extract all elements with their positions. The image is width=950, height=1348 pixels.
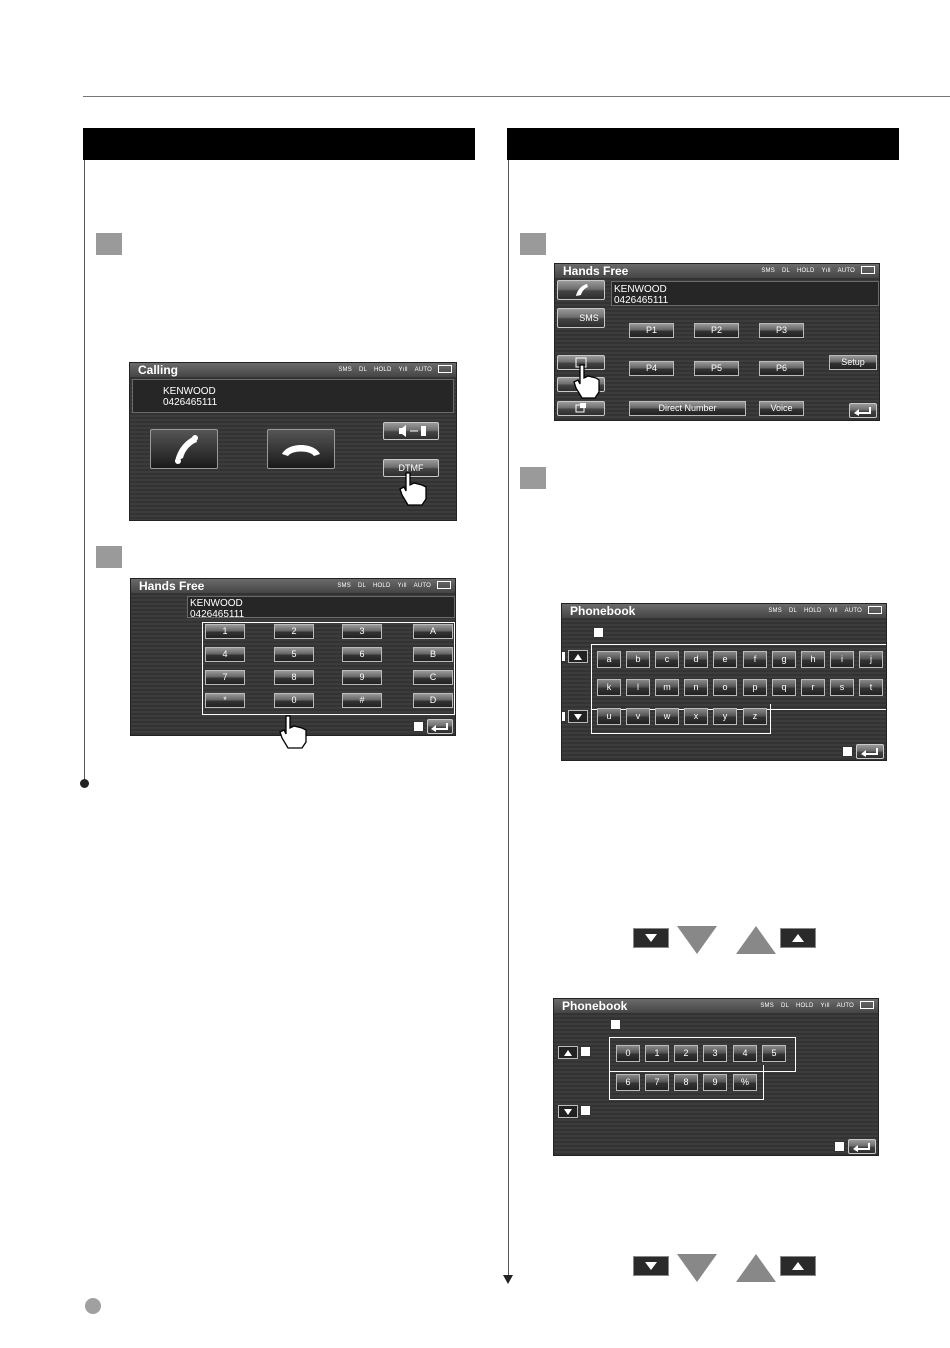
screen-title: Calling: [138, 363, 179, 377]
battery-icon: [860, 1001, 874, 1009]
down-direction-icon: [677, 1254, 717, 1282]
up-arrow-icon: [781, 1257, 815, 1275]
letter-key[interactable]: u: [597, 708, 621, 725]
caller-number: 0426465111: [190, 609, 245, 620]
page-marker: [85, 1298, 101, 1314]
status-hold: HOLD: [796, 1003, 814, 1009]
scroll-down-button[interactable]: [568, 710, 588, 723]
dtmf-key[interactable]: 9: [342, 670, 382, 685]
letter-key[interactable]: d: [684, 651, 708, 668]
pointing-hand-icon: [396, 471, 432, 507]
number-key[interactable]: 7: [645, 1074, 669, 1091]
title-bar: [131, 579, 455, 593]
status-hold: HOLD: [373, 583, 391, 589]
battery-icon: [861, 266, 875, 274]
status-auto: AUTO: [836, 1003, 854, 1009]
step-marker-1: [96, 233, 122, 255]
number-key[interactable]: 6: [616, 1074, 640, 1091]
callout-marker: [580, 1105, 591, 1116]
dtmf-key[interactable]: C: [413, 670, 453, 685]
callout-marker: [593, 627, 604, 638]
phonebook-alpha-screen: [561, 603, 887, 761]
caller-name: KENWOOD: [163, 386, 216, 397]
signal-icon: Yıll: [820, 1003, 830, 1009]
status-bar: [761, 606, 882, 616]
status-bar: [754, 266, 875, 276]
number-key[interactable]: 8: [674, 1074, 698, 1091]
letter-key[interactable]: j: [859, 651, 883, 668]
status-auto: AUTO: [837, 268, 855, 274]
continue-arrow-icon: [503, 1275, 513, 1284]
callout-marker: [842, 746, 853, 757]
dtmf-button[interactable]: DTMF: [383, 459, 439, 477]
return-button[interactable]: [849, 403, 877, 418]
step-marker-2: [96, 546, 122, 568]
scroll-up-button: [780, 1256, 816, 1276]
dtmf-key[interactable]: A: [413, 624, 453, 639]
return-button[interactable]: [427, 719, 453, 734]
phonebook-num-screen: [553, 998, 879, 1156]
scroll-up-button[interactable]: [568, 650, 588, 663]
guide-line-right: [508, 160, 509, 1275]
scroll-up-button[interactable]: [558, 1046, 578, 1059]
dtmf-key[interactable]: 6: [342, 647, 382, 662]
phone-icon: [558, 281, 604, 299]
status-sms: SMS: [760, 1003, 774, 1009]
return-icon: [428, 720, 452, 733]
letter-key[interactable]: f: [743, 651, 767, 668]
status-sms: SMS: [768, 608, 782, 614]
return-button[interactable]: [848, 1139, 876, 1154]
preset-button[interactable]: P1: [629, 323, 674, 338]
letter-key[interactable]: q: [772, 679, 796, 696]
caller-info: [187, 596, 455, 618]
number-key[interactable]: 0: [616, 1045, 640, 1062]
caller-name: KENWOOD: [614, 284, 667, 295]
callout-marker: [561, 711, 566, 722]
pointing-hand-icon: [571, 363, 603, 401]
number-key[interactable]: 3: [703, 1045, 727, 1062]
step-marker-1: [520, 233, 546, 255]
scroll-down-button[interactable]: [558, 1105, 578, 1118]
signal-icon: Yıll: [397, 583, 407, 589]
battery-icon: [437, 581, 451, 589]
callout-marker: [610, 1019, 621, 1030]
dtmf-key[interactable]: B: [413, 647, 453, 662]
list-icon: [558, 402, 604, 415]
caller-info: [132, 379, 454, 413]
scroll-down-button: [633, 1256, 669, 1276]
scroll-down-button: [633, 928, 669, 948]
dtmf-key[interactable]: *: [205, 693, 245, 708]
down-direction-icon: [677, 926, 717, 954]
voice-button[interactable]: Voice: [759, 401, 804, 416]
screen-title: Hands Free: [563, 264, 629, 278]
status-bar: [331, 365, 452, 375]
number-key[interactable]: 4: [733, 1045, 757, 1062]
status-dl: DL: [357, 583, 367, 589]
letter-key[interactable]: g: [772, 651, 796, 668]
dtmf-key[interactable]: 7: [205, 670, 245, 685]
battery-icon: [868, 606, 882, 614]
letter-key[interactable]: t: [859, 679, 883, 696]
caller-number: 0426465111: [614, 295, 669, 306]
dtmf-key[interactable]: 0: [274, 693, 314, 708]
screen-title: Phonebook: [570, 604, 636, 618]
status-dl: DL: [780, 1003, 790, 1009]
letter-key[interactable]: x: [684, 708, 708, 725]
letter-key[interactable]: n: [684, 679, 708, 696]
sms-button[interactable]: [557, 308, 605, 328]
title-bar: [554, 999, 878, 1013]
number-key[interactable]: %: [733, 1074, 757, 1091]
dtmf-key[interactable]: 1: [205, 624, 245, 639]
letter-key[interactable]: i: [830, 651, 854, 668]
return-icon: [850, 404, 876, 417]
signal-icon: Yıll: [398, 367, 408, 373]
letter-key[interactable]: h: [801, 651, 825, 668]
speaker-switch-button[interactable]: [383, 422, 439, 440]
callout-marker: [561, 651, 566, 662]
screen-title: Phonebook: [562, 999, 628, 1013]
direct-number-button[interactable]: Direct Number: [629, 401, 746, 416]
callout-marker: [834, 1141, 845, 1152]
signal-icon: Yıll: [821, 268, 831, 274]
preset-button[interactable]: P6: [759, 361, 804, 376]
pointing-hand-icon: [276, 714, 312, 750]
preset-button[interactable]: P3: [759, 323, 804, 338]
dtmf-key[interactable]: 8: [274, 670, 314, 685]
dtmf-key[interactable]: D: [413, 693, 453, 708]
status-auto: AUTO: [844, 608, 862, 614]
title-bar: [130, 363, 456, 377]
status-hold: HOLD: [804, 608, 822, 614]
status-hold: HOLD: [374, 367, 392, 373]
down-arrow-icon: [634, 929, 668, 947]
call-log-button[interactable]: [557, 280, 605, 300]
caller-number: 0426465111: [163, 397, 218, 408]
letter-key[interactable]: v: [626, 708, 650, 725]
guide-line-left: [84, 160, 85, 780]
screen-title: Hands Free: [139, 579, 205, 593]
letter-key[interactable]: s: [830, 679, 854, 696]
status-bar: [330, 581, 451, 591]
letter-key[interactable]: r: [801, 679, 825, 696]
step-marker-2: [520, 467, 546, 489]
dtmf-key[interactable]: 4: [205, 647, 245, 662]
return-button[interactable]: [856, 744, 884, 759]
dtmf-key[interactable]: 2: [274, 624, 314, 639]
preset-button[interactable]: P4: [629, 361, 674, 376]
letter-key[interactable]: p: [743, 679, 767, 696]
status-auto: AUTO: [413, 583, 431, 589]
scroll-up-button: [780, 928, 816, 948]
call-button[interactable]: [150, 429, 218, 469]
calling-screen: [129, 362, 457, 521]
down-arrow-icon: [574, 714, 582, 720]
handsfree-screen: [554, 263, 880, 421]
letter-key[interactable]: b: [626, 651, 650, 668]
letter-key[interactable]: a: [597, 651, 621, 668]
section-header-right: [507, 128, 899, 160]
number-key[interactable]: 2: [674, 1045, 698, 1062]
number-key[interactable]: 5: [762, 1045, 786, 1062]
phone-icon: [151, 430, 217, 468]
letter-key[interactable]: l: [626, 679, 650, 696]
return-icon: [849, 1140, 875, 1153]
hangup-icon: [268, 430, 334, 468]
guide-dot: [80, 779, 89, 788]
up-arrow-icon: [564, 1050, 572, 1056]
down-arrow-icon: [634, 1257, 668, 1275]
down-arrow-icon: [564, 1109, 572, 1115]
letter-key[interactable]: k: [597, 679, 621, 696]
battery-icon: [438, 365, 452, 373]
letter-key[interactable]: w: [655, 708, 679, 725]
dtmf-screen: [130, 578, 456, 736]
dtmf-key[interactable]: 5: [274, 647, 314, 662]
letter-key[interactable]: e: [713, 651, 737, 668]
letter-key[interactable]: c: [655, 651, 679, 668]
callout-marker: [580, 1046, 591, 1057]
letter-key[interactable]: z: [743, 708, 767, 725]
preset-button[interactable]: P5: [694, 361, 739, 376]
sms-label: SMS: [579, 313, 599, 323]
top-rule: [83, 96, 950, 97]
up-arrow-icon: [574, 654, 582, 660]
up-direction-icon: [736, 1254, 776, 1282]
letter-key[interactable]: m: [655, 679, 679, 696]
section-header-left: [83, 128, 475, 160]
number-key[interactable]: 9: [703, 1074, 727, 1091]
status-dl: DL: [788, 608, 798, 614]
title-bar: [562, 604, 886, 618]
callout-marker: [413, 721, 424, 732]
letter-key[interactable]: y: [713, 708, 737, 725]
signal-icon: Yıll: [828, 608, 838, 614]
status-bar: [753, 1001, 874, 1011]
dtmf-key[interactable]: 3: [342, 624, 382, 639]
speaker-phone-icon: [384, 423, 438, 439]
phone-list-button[interactable]: [557, 401, 605, 416]
dtmf-key[interactable]: #: [342, 693, 382, 708]
setup-button[interactable]: Setup: [829, 355, 877, 370]
status-hold: HOLD: [797, 268, 815, 274]
up-arrow-icon: [781, 929, 815, 947]
title-bar: [555, 264, 879, 278]
status-sms: SMS: [761, 268, 775, 274]
number-key[interactable]: 1: [645, 1045, 669, 1062]
status-auto: AUTO: [414, 367, 432, 373]
status-sms: SMS: [337, 583, 351, 589]
up-direction-icon: [736, 926, 776, 954]
letter-key[interactable]: o: [713, 679, 737, 696]
hangup-button[interactable]: [267, 429, 335, 469]
return-icon: [857, 745, 883, 758]
caller-name: KENWOOD: [190, 598, 243, 609]
status-dl: DL: [781, 268, 791, 274]
status-sms: SMS: [338, 367, 352, 373]
status-dl: DL: [358, 367, 368, 373]
caller-info: [611, 281, 879, 306]
preset-button[interactable]: P2: [694, 323, 739, 338]
